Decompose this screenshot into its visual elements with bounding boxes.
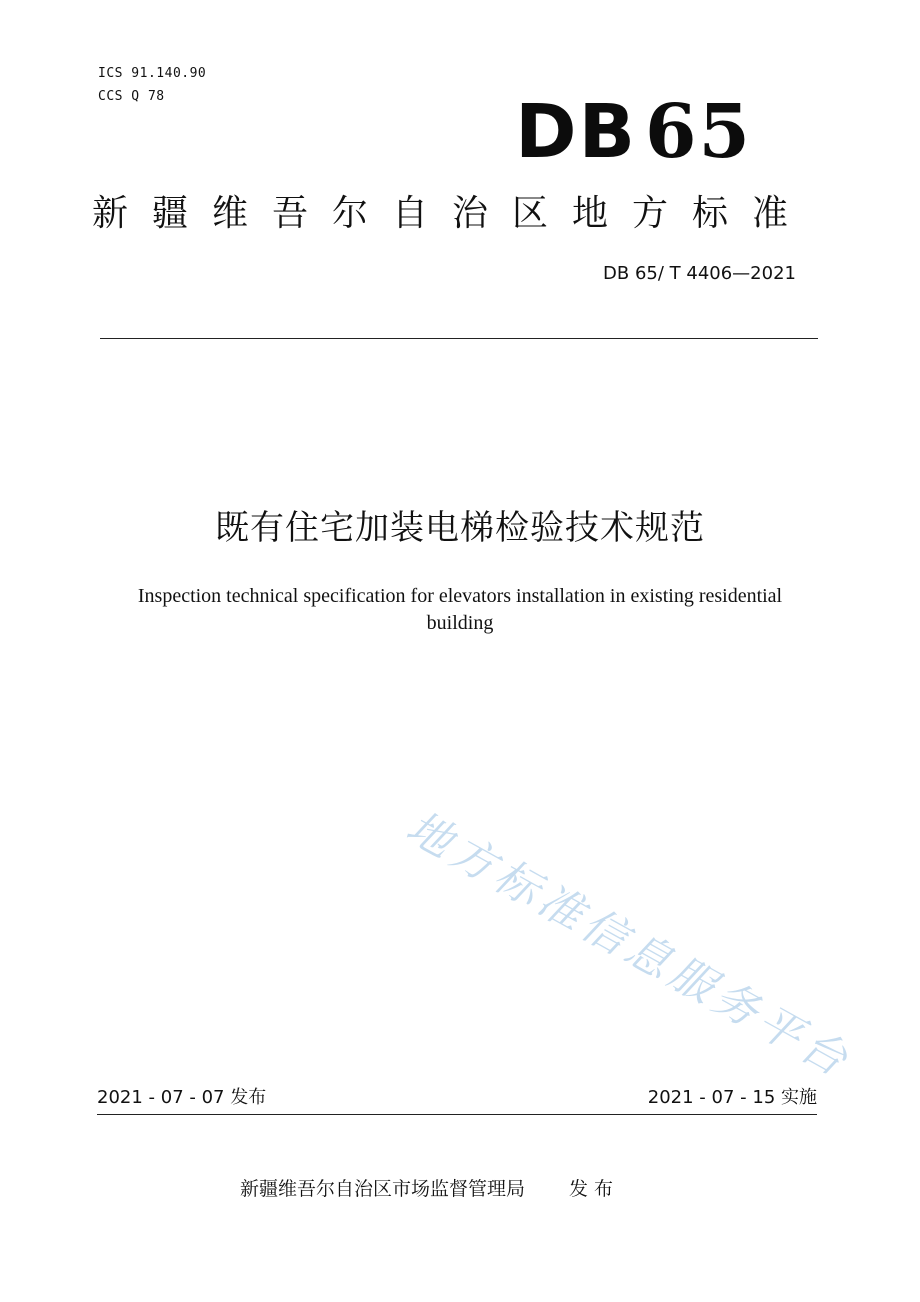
implementation-date: 2021 - 07 - 15 实施 (647, 1087, 817, 1108)
ccs-code: CCS Q 78 (98, 89, 165, 104)
issuer-name: 新疆维吾尔自治区市场监督管理局 (240, 1178, 526, 1200)
standard-number: DB 65/ T 4406—2021 (603, 263, 796, 284)
issuer-line (240, 1176, 613, 1202)
watermark: 地方标准信息服务平台 (397, 801, 860, 1089)
issue-date: 2021 - 07 - 07 发布 (97, 1087, 267, 1108)
ics-code: ICS 91.140.90 (98, 66, 207, 81)
db-logo-number: 65 (645, 89, 752, 175)
footer-divider (97, 1114, 817, 1115)
db-logo (515, 89, 752, 175)
db-logo-letters: DB (515, 89, 638, 175)
classification-codes (98, 62, 206, 108)
issuer-action: 发 布 (569, 1178, 614, 1200)
header-divider (100, 338, 818, 339)
document-title-zh: 既有住宅加装电梯检验技术规范 (215, 508, 705, 548)
document-title-en: Inspection technical specification for elevators installation in existing residential building (137, 585, 783, 634)
standard-type: 新疆维吾尔自治区地方标准 (92, 193, 813, 234)
